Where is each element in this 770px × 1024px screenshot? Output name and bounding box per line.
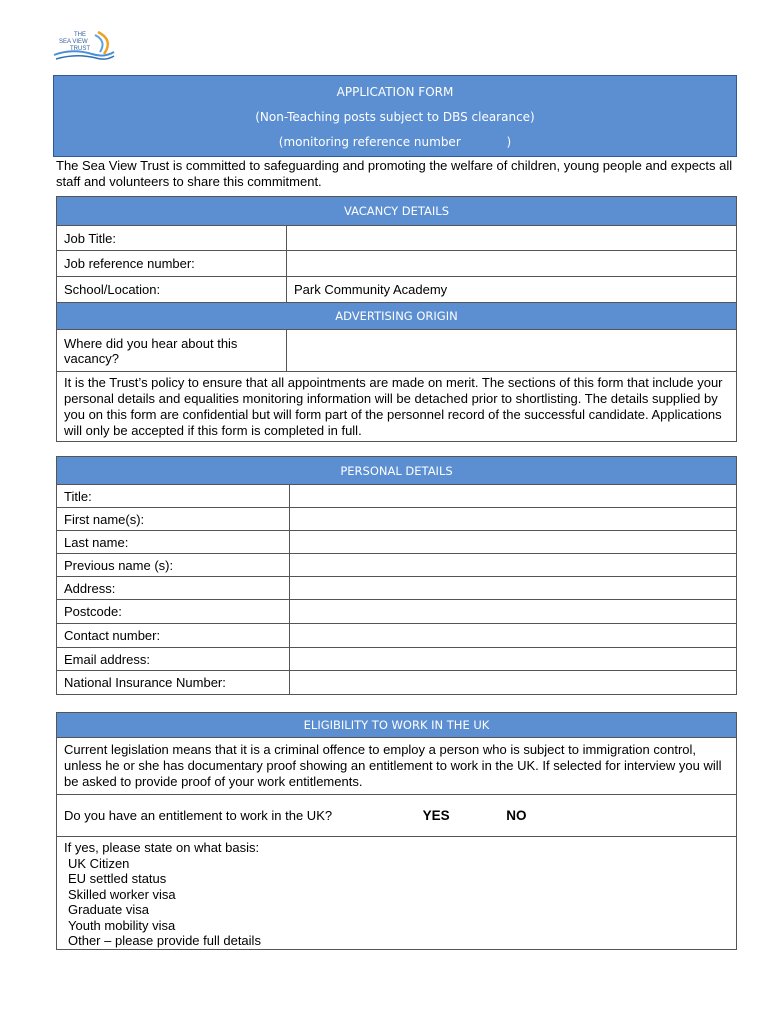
vacancy-details-table <box>56 196 737 442</box>
entitlement-question: Do you have an entitlement to work in the UK? <box>64 808 333 823</box>
last-name-field[interactable] <box>290 531 737 554</box>
merit-policy-text: It is the Trust’s policy to ensure that all appointments are made on merit. The sections of this form that include your personal details and equalities monitoring information will be detached prior to shortlisting. The details supplied by you on this form are confidential but will form part of the personnel record of the successful candidate. Applications will only be accepted if this form is completed in full. <box>57 372 737 442</box>
hear-about-label: Where did you hear about this vacancy? <box>57 330 287 372</box>
personal-field-label: Contact number: <box>57 624 290 648</box>
eligibility-heading: ELIGIBILITY TO WORK IN THE UK <box>57 713 737 738</box>
personal-field-label: Previous name (s): <box>57 554 290 577</box>
monitoring-reference: (monitoring reference number ) <box>278 135 512 149</box>
personal-details-heading: PERSONAL DETAILS <box>57 457 737 485</box>
entitlement-question-row <box>57 795 737 837</box>
logo-icon <box>52 28 116 64</box>
job-reference-field[interactable] <box>287 251 737 277</box>
contact-number-field[interactable] <box>290 624 737 648</box>
personal-field-label: Title: <box>57 485 290 508</box>
basis-option[interactable]: Skilled worker visa <box>68 886 176 902</box>
basis-cell <box>57 837 737 950</box>
personal-field-label: Last name: <box>57 531 290 554</box>
personal-field-label: First name(s): <box>57 508 290 531</box>
first-names-field[interactable] <box>290 508 737 531</box>
svg-text:THE: THE <box>74 32 86 38</box>
svg-text:TRUST: TRUST <box>70 46 90 52</box>
advertising-origin-heading: ADVERTISING ORIGIN <box>57 303 737 330</box>
vacancy-details-heading: VACANCY DETAILS <box>57 197 737 226</box>
personal-field-label: Address: <box>57 577 290 600</box>
form-header <box>53 75 737 157</box>
job-title-label: Job Title: <box>57 226 287 251</box>
trust-logo <box>52 28 116 64</box>
eligibility-table <box>56 712 737 950</box>
school-location-field[interactable]: Park Community Academy <box>287 277 737 303</box>
basis-intro: If yes, please state on what basis: <box>64 840 260 855</box>
previous-names-field[interactable] <box>290 554 737 577</box>
hear-about-field[interactable] <box>287 330 737 372</box>
postcode-field[interactable] <box>290 600 737 624</box>
safeguarding-statement: The Sea View Trust is committed to safeguarding and promoting the welfare of children, young people and expects all staff and volunteers to share this commitment. <box>56 158 733 189</box>
job-reference-label: Job reference number: <box>57 251 287 277</box>
svg-text:SEA VIEW: SEA VIEW <box>59 39 88 45</box>
address-field[interactable] <box>290 577 737 600</box>
form-title: APPLICATION FORM <box>336 85 454 99</box>
basis-option[interactable]: Graduate visa <box>68 902 149 917</box>
job-title-field[interactable] <box>287 226 737 251</box>
personal-field-label: Email address: <box>57 648 290 671</box>
personal-field-label: Postcode: <box>57 600 290 624</box>
personal-field-label: National Insurance Number: <box>57 671 290 695</box>
eligibility-text: Current legislation means that it is a criminal offence to employ a person who is subject to immigration control, unless he or she has documentary proof showing an entitlement to work in the UK. If selected for interview you will be asked to provide proof of your work entitlements. <box>57 738 737 795</box>
email-address-field[interactable] <box>290 648 737 671</box>
basis-option[interactable]: EU settled status <box>68 871 167 886</box>
national-insurance-field[interactable] <box>290 671 737 695</box>
basis-option[interactable]: Youth mobility visa <box>68 917 176 933</box>
school-location-label: School/Location: <box>57 277 287 303</box>
title-field[interactable] <box>290 485 737 508</box>
personal-details-table <box>56 456 737 695</box>
basis-option[interactable]: UK Citizen <box>68 855 130 871</box>
basis-option[interactable]: Other – please provide full details <box>68 933 261 948</box>
yes-option[interactable]: YES <box>422 808 450 823</box>
form-subtitle: (Non-Teaching posts subject to DBS clearance) <box>255 110 535 124</box>
no-option[interactable]: NO <box>506 808 527 823</box>
